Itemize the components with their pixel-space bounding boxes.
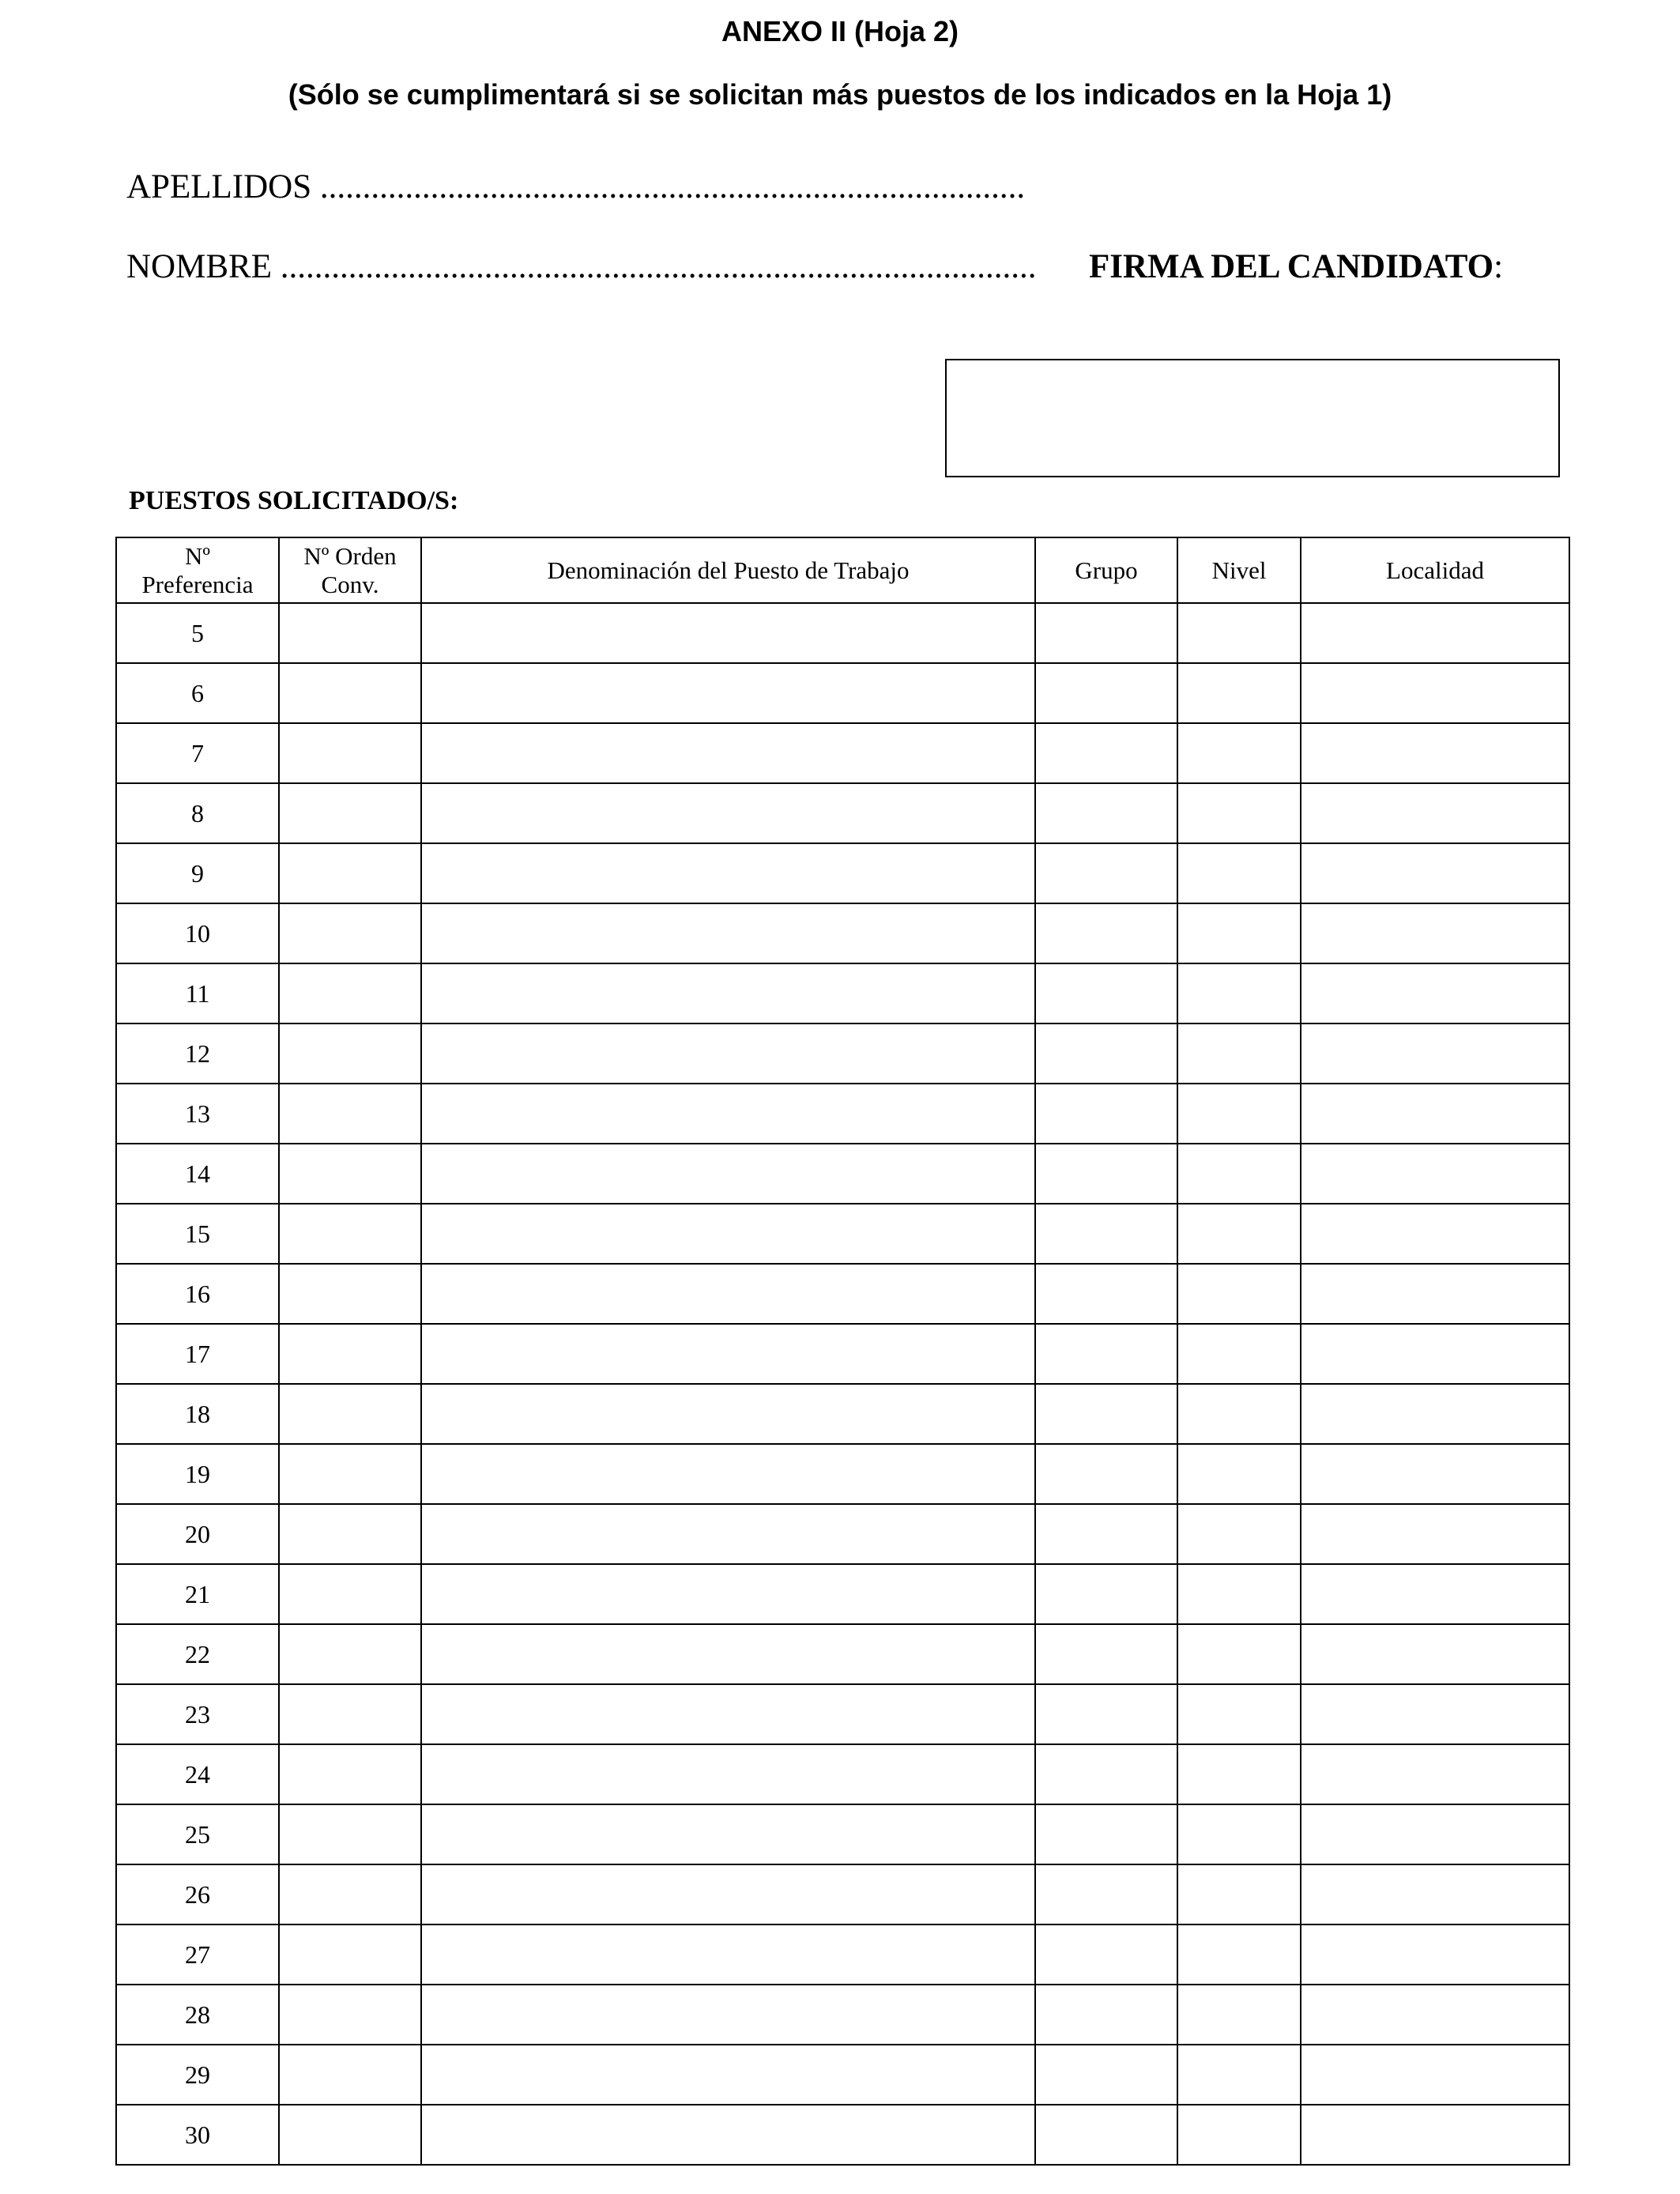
grupo-cell[interactable] [1035, 1084, 1177, 1144]
orden-cell[interactable] [279, 1985, 421, 2045]
header-grupo: Grupo [1035, 537, 1177, 603]
grupo-cell[interactable] [1035, 723, 1177, 783]
localidad-cell[interactable] [1301, 1624, 1569, 1684]
orden-cell[interactable] [279, 1023, 421, 1084]
preferencia-cell: 14 [116, 1144, 279, 1204]
preferencia-cell: 28 [116, 1985, 279, 2045]
nivel-cell[interactable] [1177, 603, 1301, 663]
table-row [116, 1804, 1569, 1864]
preferencia-cell: 8 [116, 783, 279, 843]
denominacion-cell[interactable] [421, 1324, 1035, 1384]
nivel-cell[interactable] [1177, 963, 1301, 1023]
apellidos-dots: ................................................................................... [319, 168, 1026, 205]
nivel-cell[interactable] [1177, 1624, 1301, 1684]
denominacion-cell[interactable] [421, 1804, 1035, 1864]
orden-cell[interactable] [279, 723, 421, 783]
denominacion-cell[interactable] [421, 963, 1035, 1023]
nivel-cell[interactable] [1177, 903, 1301, 963]
table-row [116, 1023, 1569, 1084]
orden-cell[interactable] [279, 2105, 421, 2165]
signature-box[interactable] [945, 359, 1560, 477]
localidad-cell[interactable] [1301, 1864, 1569, 1924]
preferencia-cell: 21 [116, 1564, 279, 1624]
orden-cell[interactable] [279, 963, 421, 1023]
grupo-cell[interactable] [1035, 603, 1177, 663]
localidad-cell[interactable] [1301, 1744, 1569, 1804]
nivel-cell[interactable] [1177, 1204, 1301, 1264]
nivel-cell[interactable] [1177, 663, 1301, 723]
grupo-cell[interactable] [1035, 1023, 1177, 1084]
table-row [116, 2045, 1569, 2105]
table-row [116, 903, 1569, 963]
document-subtitle: (Sólo se cumplimentará si se solicitan más puestos de los indicados en la Hoja 1) [288, 78, 1392, 111]
preferencia-cell: 6 [116, 663, 279, 723]
grupo-cell[interactable] [1035, 1204, 1177, 1264]
orden-cell[interactable] [279, 1684, 421, 1744]
localidad-cell[interactable] [1301, 2045, 1569, 2105]
apellidos-label: APELLIDOS [126, 168, 312, 205]
orden-cell[interactable] [279, 1564, 421, 1624]
localidad-cell[interactable] [1301, 1324, 1569, 1384]
localidad-cell[interactable] [1301, 1985, 1569, 2045]
orden-cell[interactable] [279, 1084, 421, 1144]
preferencia-cell: 17 [116, 1324, 279, 1384]
preferencia-cell: 26 [116, 1864, 279, 1924]
localidad-cell[interactable] [1301, 1504, 1569, 1564]
preferencia-cell: 25 [116, 1804, 279, 1864]
denominacion-cell[interactable] [421, 1084, 1035, 1144]
nivel-cell[interactable] [1177, 1684, 1301, 1744]
table-row [116, 603, 1569, 663]
nivel-cell[interactable] [1177, 2105, 1301, 2165]
table-row [116, 1324, 1569, 1384]
table-row [116, 783, 1569, 843]
preferencia-cell: 20 [116, 1504, 279, 1564]
localidad-cell[interactable] [1301, 783, 1569, 843]
header-denominacion: Denominación del Puesto de Trabajo [421, 537, 1035, 603]
nivel-cell[interactable] [1177, 1144, 1301, 1204]
denominacion-cell[interactable] [421, 2105, 1035, 2165]
puestos-heading: PUESTOS SOLICITADO/S: [129, 486, 459, 515]
localidad-cell[interactable] [1301, 1204, 1569, 1264]
preferencia-cell: 19 [116, 1444, 279, 1504]
orden-cell[interactable] [279, 903, 421, 963]
nivel-cell[interactable] [1177, 1564, 1301, 1624]
header-localidad: Localidad [1301, 537, 1569, 603]
header-orden-line1: Nº Orden [303, 541, 397, 570]
localidad-cell[interactable] [1301, 1084, 1569, 1144]
orden-cell[interactable] [279, 603, 421, 663]
localidad-cell[interactable] [1301, 843, 1569, 903]
table-row [116, 1864, 1569, 1924]
nivel-cell[interactable] [1177, 1924, 1301, 1985]
preferencia-cell: 24 [116, 1744, 279, 1804]
orden-cell[interactable] [279, 1384, 421, 1444]
denominacion-cell[interactable] [421, 1264, 1035, 1324]
nombre-dots: ......................................................................................... [280, 248, 1037, 285]
table-row [116, 1744, 1569, 1804]
grupo-cell[interactable] [1035, 1324, 1177, 1384]
nivel-cell[interactable] [1177, 1324, 1301, 1384]
orden-cell[interactable] [279, 1204, 421, 1264]
denominacion-cell[interactable] [421, 1684, 1035, 1744]
grupo-cell[interactable] [1035, 1684, 1177, 1744]
nivel-cell[interactable] [1177, 1864, 1301, 1924]
nivel-cell[interactable] [1177, 1504, 1301, 1564]
table-row [116, 1264, 1569, 1324]
preferencia-cell: 9 [116, 843, 279, 903]
denominacion-cell[interactable] [421, 1144, 1035, 1204]
header-orden-line2: Conv. [321, 570, 379, 598]
orden-cell[interactable] [279, 1324, 421, 1384]
header-preferencia-line2: Preferencia [141, 570, 254, 598]
grupo-cell[interactable] [1035, 1444, 1177, 1504]
grupo-cell[interactable] [1035, 783, 1177, 843]
denominacion-cell[interactable] [421, 1384, 1035, 1444]
grupo-cell[interactable] [1035, 963, 1177, 1023]
grupo-cell[interactable] [1035, 1504, 1177, 1564]
preferencia-cell: 5 [116, 603, 279, 663]
denominacion-cell[interactable] [421, 1504, 1035, 1564]
orden-cell[interactable] [279, 1864, 421, 1924]
denominacion-cell[interactable] [421, 1864, 1035, 1924]
localidad-cell[interactable] [1301, 603, 1569, 663]
preferencia-cell: 16 [116, 1264, 279, 1324]
table-row [116, 1985, 1569, 2045]
orden-cell[interactable] [279, 1804, 421, 1864]
nivel-cell[interactable] [1177, 1444, 1301, 1504]
grupo-cell[interactable] [1035, 1744, 1177, 1804]
orden-cell[interactable] [279, 1924, 421, 1985]
table-row [116, 1204, 1569, 1264]
nivel-cell[interactable] [1177, 1384, 1301, 1444]
denominacion-cell[interactable] [421, 903, 1035, 963]
table-row [116, 1384, 1569, 1444]
orden-cell[interactable] [279, 1624, 421, 1684]
preferencia-cell: 12 [116, 1023, 279, 1084]
table-row [116, 1084, 1569, 1144]
table-row [116, 2105, 1569, 2165]
denominacion-cell[interactable] [421, 663, 1035, 723]
preferencia-cell: 15 [116, 1204, 279, 1264]
table-row [116, 1564, 1569, 1624]
table-row [116, 1144, 1569, 1204]
grupo-cell[interactable] [1035, 1985, 1177, 2045]
preferencia-cell: 23 [116, 1684, 279, 1744]
denominacion-cell[interactable] [421, 1924, 1035, 1985]
preferencia-cell: 27 [116, 1924, 279, 1985]
denominacion-cell[interactable] [421, 1023, 1035, 1084]
denominacion-cell[interactable] [421, 2045, 1035, 2105]
table-row [116, 1684, 1569, 1744]
nivel-cell[interactable] [1177, 1084, 1301, 1144]
firma-colon: : [1494, 248, 1504, 285]
nivel-cell[interactable] [1177, 2045, 1301, 2105]
grupo-cell[interactable] [1035, 1624, 1177, 1684]
denominacion-cell[interactable] [421, 843, 1035, 903]
preferencia-cell: 10 [116, 903, 279, 963]
nivel-cell[interactable] [1177, 1985, 1301, 2045]
table-header-row [116, 537, 1569, 603]
grupo-cell[interactable] [1035, 1804, 1177, 1864]
table-row [116, 963, 1569, 1023]
grupo-cell[interactable] [1035, 903, 1177, 963]
denominacion-cell[interactable] [421, 1204, 1035, 1264]
document-title: ANEXO II (Hoja 2) [721, 15, 959, 47]
nivel-cell[interactable] [1177, 843, 1301, 903]
localidad-cell[interactable] [1301, 903, 1569, 963]
denominacion-cell[interactable] [421, 723, 1035, 783]
localidad-cell[interactable] [1301, 1264, 1569, 1324]
table-row [116, 1444, 1569, 1504]
nombre-label: NOMBRE [126, 248, 272, 285]
header-orden [279, 537, 421, 603]
firma-label-text: FIRMA DEL CANDIDATO [1089, 248, 1494, 285]
firma-candidato-label [1089, 247, 1503, 287]
denominacion-cell[interactable] [421, 1985, 1035, 2045]
orden-cell[interactable] [279, 783, 421, 843]
denominacion-cell[interactable] [421, 1444, 1035, 1504]
nivel-cell[interactable] [1177, 1264, 1301, 1324]
table-row [116, 843, 1569, 903]
nivel-cell[interactable] [1177, 723, 1301, 783]
orden-cell[interactable] [279, 2045, 421, 2105]
preferencia-cell: 18 [116, 1384, 279, 1444]
localidad-cell[interactable] [1301, 723, 1569, 783]
nivel-cell[interactable] [1177, 1023, 1301, 1084]
localidad-cell[interactable] [1301, 1384, 1569, 1444]
localidad-cell[interactable] [1301, 963, 1569, 1023]
header-nivel: Nivel [1177, 537, 1301, 603]
orden-cell[interactable] [279, 1144, 421, 1204]
nivel-cell[interactable] [1177, 1804, 1301, 1864]
grupo-cell[interactable] [1035, 1144, 1177, 1204]
nombre-field[interactable] [126, 247, 1036, 287]
table-row [116, 723, 1569, 783]
table-body [116, 603, 1569, 2165]
table-row [116, 1504, 1569, 1564]
orden-cell[interactable] [279, 1744, 421, 1804]
grupo-cell[interactable] [1035, 843, 1177, 903]
apellidos-field[interactable] [126, 168, 1025, 207]
denominacion-cell[interactable] [421, 1624, 1035, 1684]
orden-cell[interactable] [279, 1504, 421, 1564]
localidad-cell[interactable] [1301, 1804, 1569, 1864]
denominacion-cell[interactable] [421, 1744, 1035, 1804]
orden-cell[interactable] [279, 663, 421, 723]
grupo-cell[interactable] [1035, 1864, 1177, 1924]
denominacion-cell[interactable] [421, 1564, 1035, 1624]
denominacion-cell[interactable] [421, 603, 1035, 663]
grupo-cell[interactable] [1035, 1264, 1177, 1324]
header-preferencia [116, 537, 279, 603]
grupo-cell[interactable] [1035, 663, 1177, 723]
table-row [116, 1624, 1569, 1684]
preferencia-cell: 7 [116, 723, 279, 783]
table-row [116, 663, 1569, 723]
orden-cell[interactable] [279, 1264, 421, 1324]
localidad-cell[interactable] [1301, 1023, 1569, 1084]
nivel-cell[interactable] [1177, 783, 1301, 843]
localidad-cell[interactable] [1301, 1444, 1569, 1504]
grupo-cell[interactable] [1035, 2045, 1177, 2105]
preferencia-cell: 29 [116, 2045, 279, 2105]
localidad-cell[interactable] [1301, 1144, 1569, 1204]
header-preferencia-line1: Nº [185, 541, 210, 570]
preferencia-cell: 30 [116, 2105, 279, 2165]
grupo-cell[interactable] [1035, 1564, 1177, 1624]
localidad-cell[interactable] [1301, 663, 1569, 723]
nivel-cell[interactable] [1177, 1744, 1301, 1804]
preferencia-cell: 11 [116, 963, 279, 1023]
localidad-cell[interactable] [1301, 1684, 1569, 1744]
grupo-cell[interactable] [1035, 2105, 1177, 2165]
localidad-cell[interactable] [1301, 2105, 1569, 2165]
preferencia-cell: 22 [116, 1624, 279, 1684]
orden-cell[interactable] [279, 1444, 421, 1504]
grupo-cell[interactable] [1035, 1384, 1177, 1444]
localidad-cell[interactable] [1301, 1564, 1569, 1624]
localidad-cell[interactable] [1301, 1924, 1569, 1985]
positions-table [115, 537, 1570, 2166]
denominacion-cell[interactable] [421, 783, 1035, 843]
grupo-cell[interactable] [1035, 1924, 1177, 1985]
preferencia-cell: 13 [116, 1084, 279, 1144]
table-row [116, 1924, 1569, 1985]
orden-cell[interactable] [279, 843, 421, 903]
